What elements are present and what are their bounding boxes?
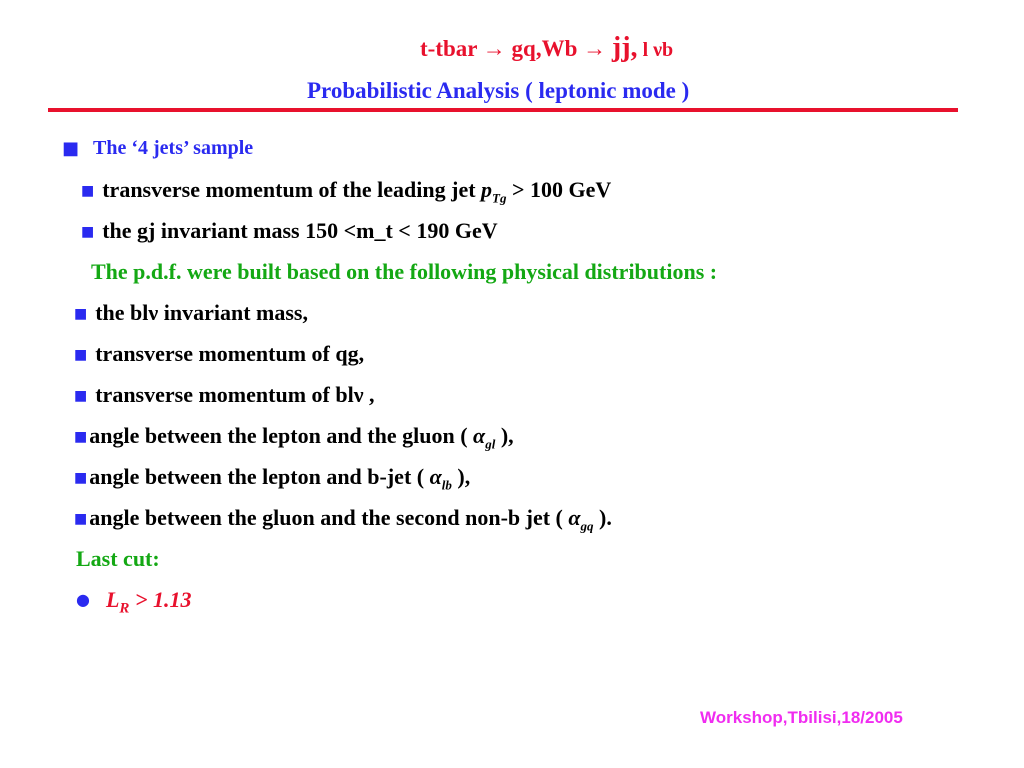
slide-subtitle: Probabilistic Analysis ( leptonic mode ) xyxy=(307,78,690,103)
cut-text-after: > 100 GeV xyxy=(506,177,612,202)
sample-heading xyxy=(62,137,253,160)
slide-title xyxy=(420,32,673,64)
distribution-text-before: angle between the gluon and the second non-b jet ( xyxy=(89,505,569,530)
distribution-item xyxy=(74,341,364,367)
distribution-item xyxy=(74,382,375,408)
cut-text-before: transverse momentum of the leading jet xyxy=(102,177,482,202)
distribution-text-after: ). xyxy=(593,505,612,530)
distribution-text-before: angle between the lepton and b-jet ( xyxy=(89,464,430,489)
distribution-item xyxy=(74,505,612,534)
distribution-item xyxy=(74,464,470,493)
distribution-text: transverse momentum of blν , xyxy=(95,382,375,407)
square-bullet-icon: ■ xyxy=(74,347,88,363)
likelihood-ratio: $L_R > 1.13$ xyxy=(105,587,192,617)
distribution-text: the blν invariant mass, xyxy=(95,300,308,325)
title-part2: l νb xyxy=(637,39,674,61)
square-bullet-icon: ■ xyxy=(74,306,88,322)
sample-label: The ‘4 jets’ sample xyxy=(93,137,254,159)
distribution-text-before: angle between the lepton and the gluon ( xyxy=(89,423,474,448)
title-jj: jj, xyxy=(611,32,638,63)
distribution-item xyxy=(74,300,308,326)
alpha-symbol: $\alpha_{lb}$ xyxy=(429,464,452,493)
square-bullet-icon: ■ xyxy=(74,388,88,404)
title-divider xyxy=(48,108,958,112)
cut-leading-jet xyxy=(81,177,611,206)
cut-invariant-mass xyxy=(81,218,498,244)
last-cut-label: Last cut: xyxy=(76,546,160,571)
square-bullet-icon: ■ xyxy=(74,429,88,445)
square-bullet-icon: ■ xyxy=(81,224,95,240)
pt-symbol: $p_{Tg}$ xyxy=(481,177,507,206)
distribution-text-after: ), xyxy=(495,423,514,448)
round-bullet-icon: ● xyxy=(76,590,90,609)
square-bullet-icon: ■ xyxy=(74,470,88,486)
distribution-text-after: ), xyxy=(451,464,471,489)
alpha-symbol: $\alpha_{gq}$ xyxy=(568,505,594,534)
pdf-intro: The p.d.f. were built based on the following physical distributions : xyxy=(91,259,718,284)
alpha-symbol: $\alpha_{gl}$ xyxy=(473,423,496,452)
distribution-text: transverse momentum of qg, xyxy=(95,341,365,366)
square-bullet-icon: ■ xyxy=(74,511,88,527)
square-bullet-icon: ■ xyxy=(81,183,95,199)
footer-text: Workshop,Tbilisi,18/2005 xyxy=(700,708,903,727)
cut-text: the gj invariant mass 150 <m_t < 190 GeV xyxy=(102,218,498,243)
square-bullet-icon: ■ xyxy=(62,138,80,159)
title-part1: t-tbar → gq,Wb → xyxy=(420,36,612,61)
likelihood-cut xyxy=(76,587,191,617)
distribution-item xyxy=(74,423,514,452)
